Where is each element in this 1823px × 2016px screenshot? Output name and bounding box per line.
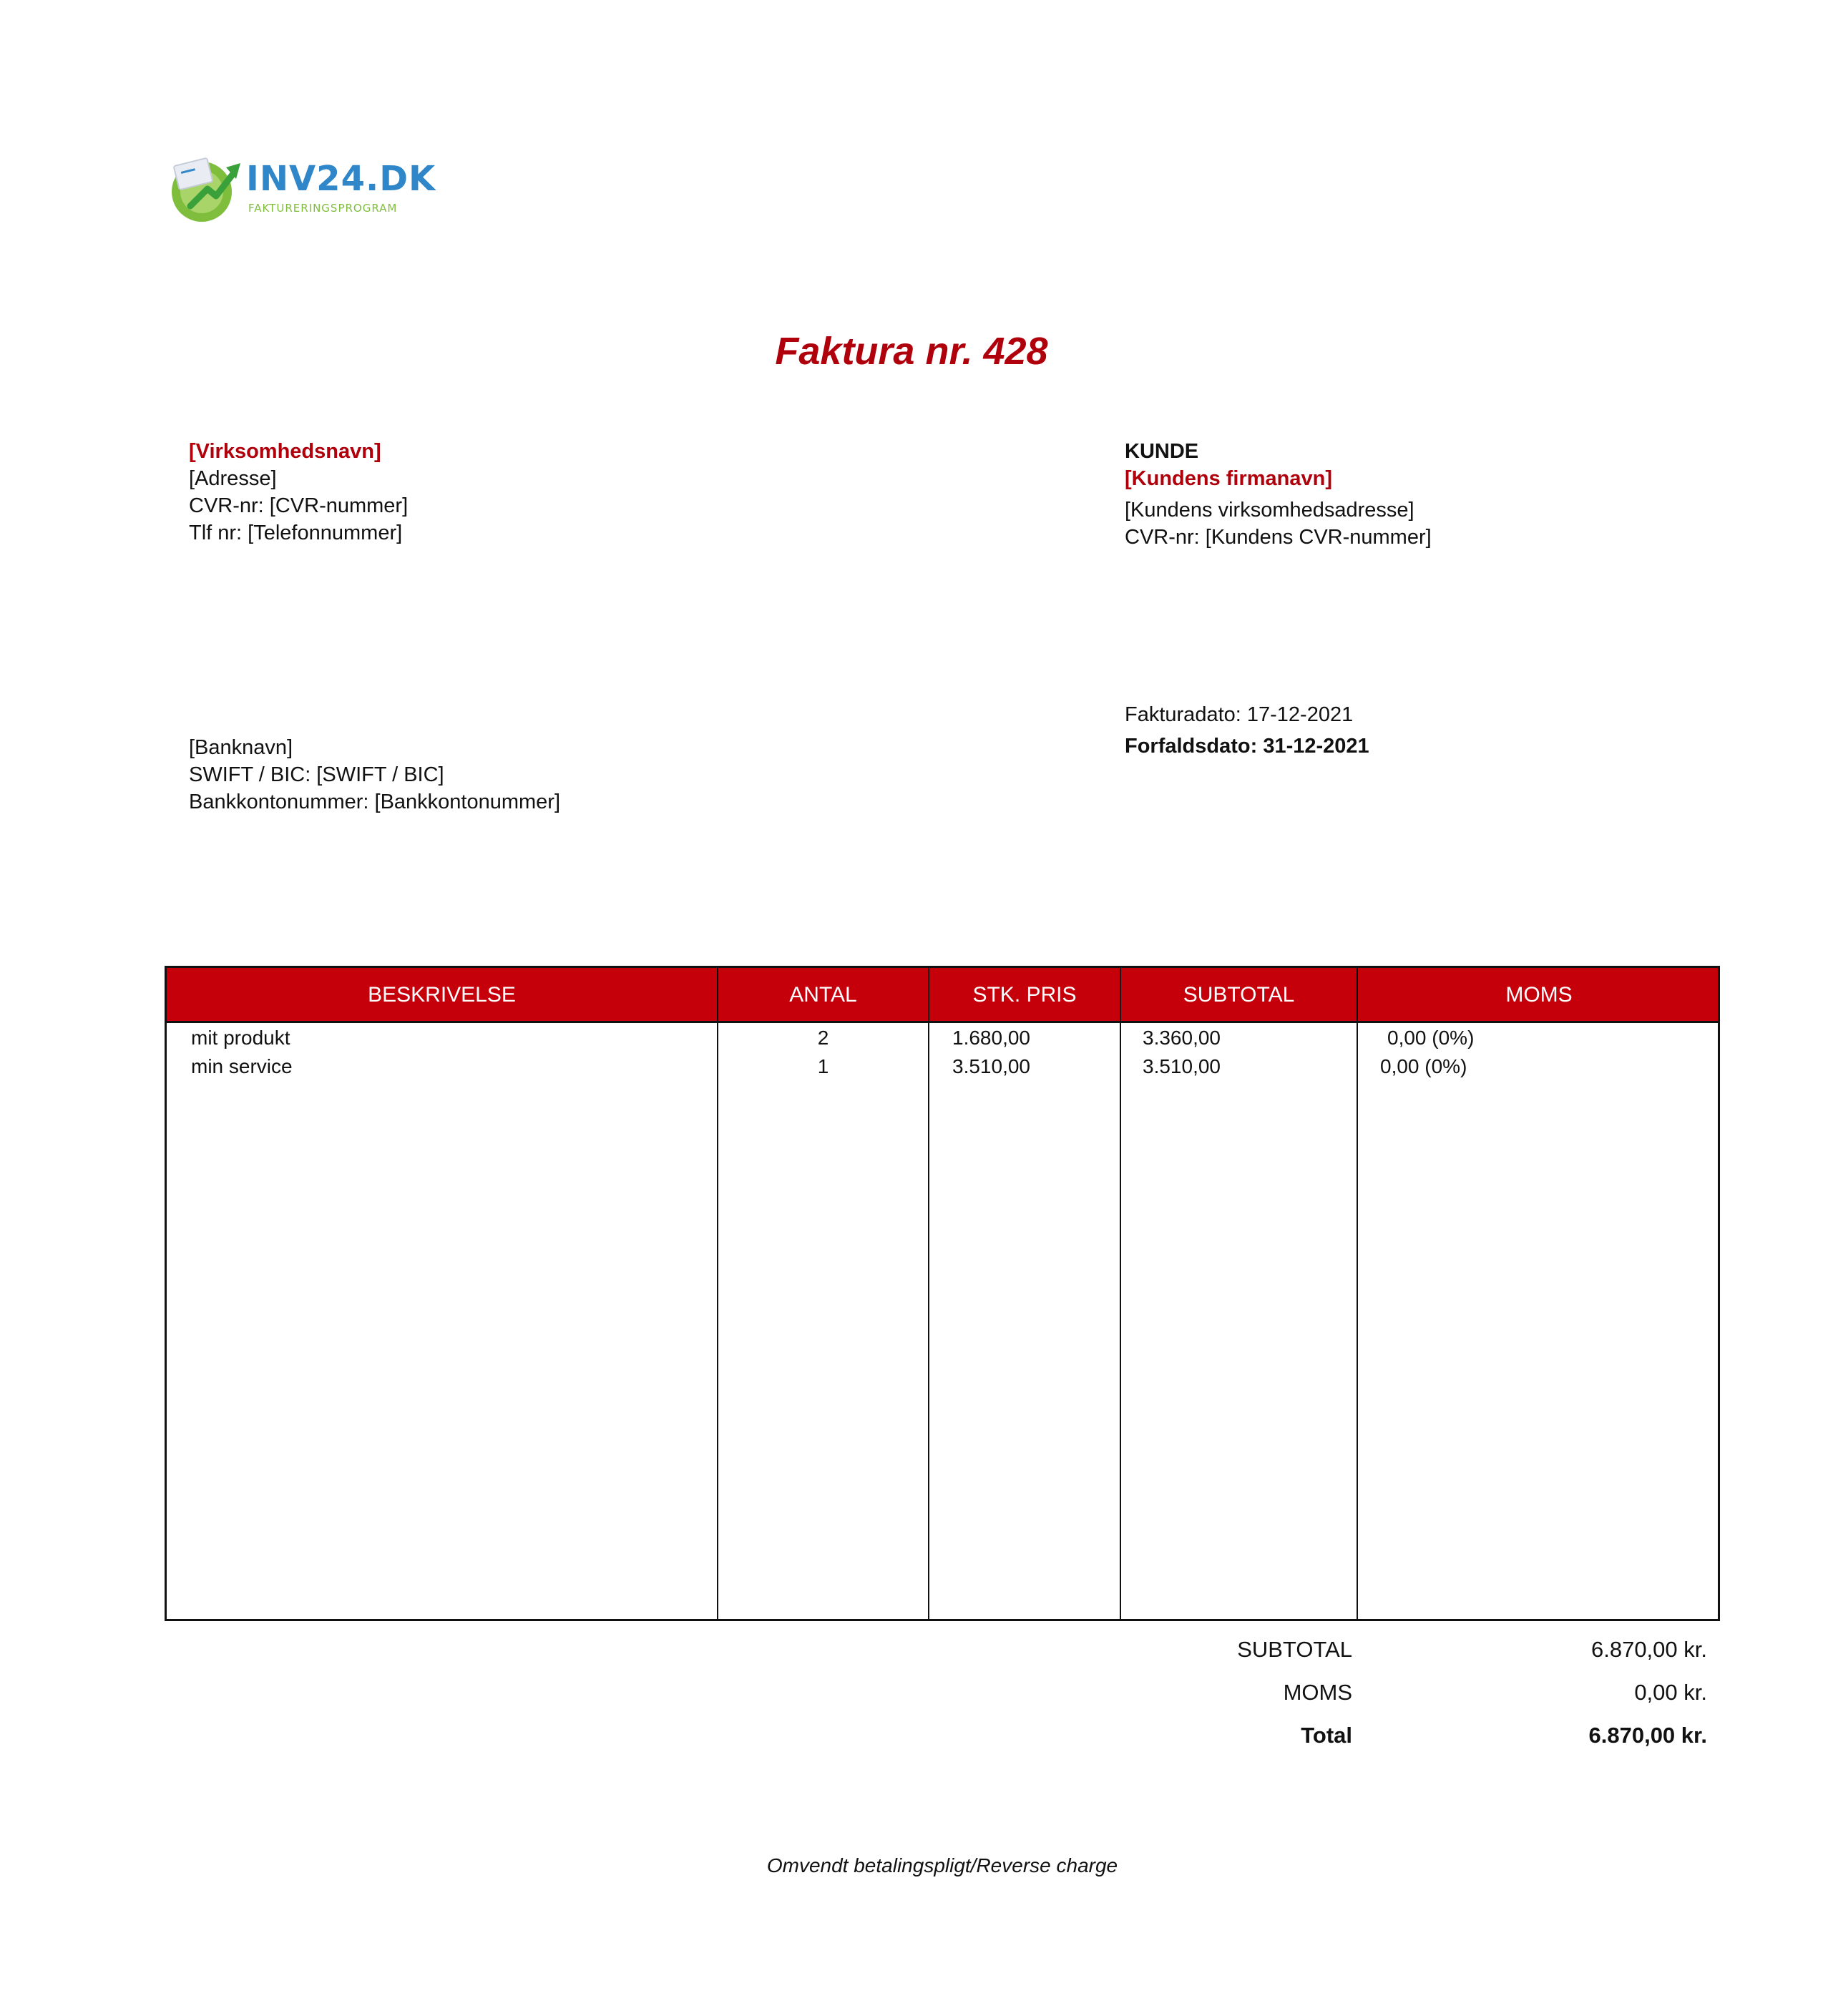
customer-block	[1125, 438, 1432, 551]
bank-account: Bankkontonummer: [Bankkontonummer]	[189, 791, 561, 813]
header-unit-price: STK. PRIS	[972, 983, 1077, 1007]
line-items-table	[165, 966, 1720, 1621]
customer-cvr: CVR-nr: [Kundens CVR-nummer]	[1125, 526, 1432, 549]
row-1-vat: 0,00 (0%)	[1387, 1027, 1475, 1049]
dates-block	[1125, 701, 1369, 760]
row-2-quantity: 1	[817, 1055, 829, 1077]
seller-address: [Adresse]	[189, 467, 277, 490]
row-1-subtotal: 3.360,00	[1143, 1027, 1221, 1049]
customer-heading: KUNDE	[1125, 440, 1199, 463]
invoice-date: Fakturadato: 17-12-2021	[1125, 703, 1354, 726]
logo-mark-icon	[166, 152, 245, 223]
row-2-description: min service	[191, 1055, 293, 1077]
row-1-description: mit produkt	[191, 1027, 290, 1049]
due-date: Forfaldsdato: 31-12-2021	[1125, 735, 1369, 758]
vat-label: MOMS	[1283, 1680, 1352, 1705]
column-divider	[928, 968, 929, 1619]
seller-block	[189, 438, 408, 547]
header-description: BESKRIVELSE	[368, 983, 516, 1007]
bank-swift: SWIFT / BIC: [SWIFT / BIC]	[189, 763, 444, 786]
bank-block	[189, 734, 560, 816]
row-2-vat: 0,00 (0%)	[1380, 1055, 1467, 1077]
header-quantity: ANTAL	[789, 983, 857, 1007]
row-2-unit-price: 3.510,00	[952, 1055, 1030, 1077]
invoice-title: Faktura nr. 428	[775, 330, 1048, 373]
seller-name: [Virksomhedsnavn]	[189, 440, 381, 463]
column-divider	[1120, 968, 1121, 1619]
customer-address: [Kundens virksomhedsadresse]	[1125, 499, 1414, 522]
vat-value: 0,00 kr.	[1634, 1680, 1707, 1705]
reverse-charge-note: Omvendt betalingspligt/Reverse charge	[766, 1854, 1118, 1876]
total-label: Total	[1301, 1723, 1352, 1748]
seller-phone: Tlf nr: [Telefonnummer]	[189, 522, 403, 544]
total-value: 6.870,00 kr.	[1588, 1723, 1707, 1748]
subtotal-label: SUBTOTAL	[1237, 1637, 1352, 1662]
customer-name: [Kundens firmanavn]	[1125, 467, 1333, 490]
column-divider	[1357, 968, 1358, 1619]
row-1-unit-price: 1.680,00	[952, 1027, 1030, 1049]
company-logo	[166, 152, 436, 223]
subtotal-value: 6.870,00 kr.	[1590, 1637, 1707, 1662]
header-vat: MOMS	[1505, 983, 1573, 1007]
row-2-subtotal: 3.510,00	[1143, 1055, 1221, 1077]
header-subtotal: SUBTOTAL	[1183, 983, 1295, 1007]
bank-name: [Banknavn]	[189, 736, 293, 759]
row-1-quantity: 2	[817, 1027, 829, 1049]
seller-cvr: CVR-nr: [CVR-nummer]	[189, 494, 409, 517]
logo-tagline: FAKTURERINGSPROGRAM	[248, 202, 398, 215]
logo-brand-text: INV24.DK	[246, 159, 436, 199]
